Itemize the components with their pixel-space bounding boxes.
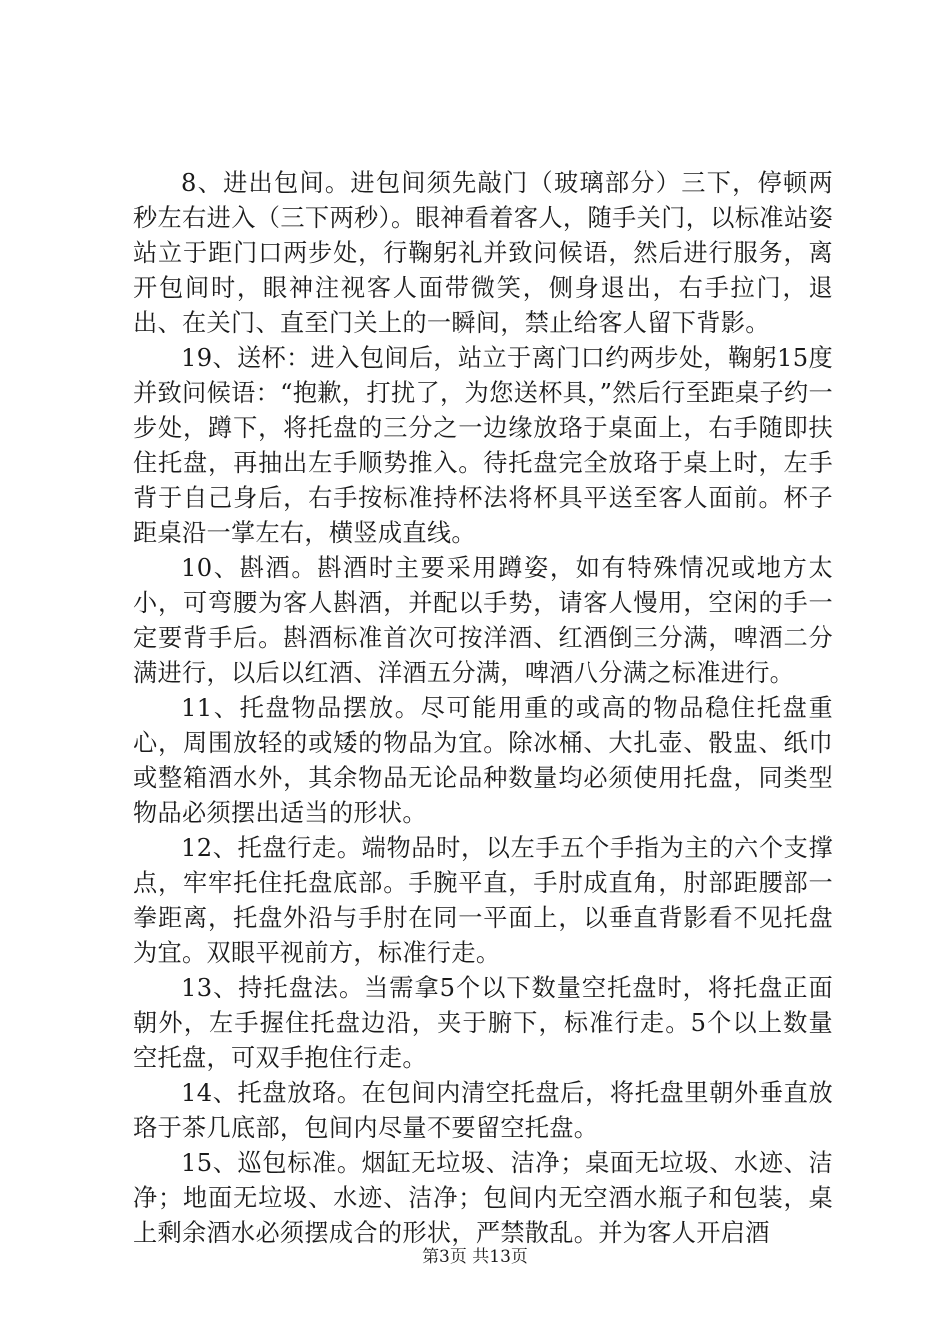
paragraph-15: 15、巡包标准。烟缸无垃圾、洁净；桌面无垃圾、水迹、洁净；地面无垃圾、水迹、洁净；包间内无空酒水瓶子和包装，桌上剩余酒水必须摆成合的形状，严禁散乱。并为客人开启酒 [133, 1149, 833, 1247]
paragraph-11: 11、托盘物品摆放。尽可能用重的或高的物品稳住托盘重心，周围放轻的或矮的物品为宜。除冰桶、大扎壶、骰盅、纸巾或整箱酒水外，其余物品无论品种数量均必须使用托盘，同类型物品必须摆出适当的形状。 [133, 694, 833, 827]
document-body [133, 166, 833, 1251]
paragraph-8: 8、进出包间。进包间须先敲门（玻璃部分）三下，停顿两秒左右进入（三下两秒）。眼神看着客人，随手关门，以标准站姿站立于距门口两步处，行鞠躬礼并致问候语，然后进行服务，离开包间时，眼神注视客人面带微笑，侧身退出，右手拉门，退出、在关门、直至门关上的一瞬间，禁止给客人留下背影。 [133, 169, 833, 337]
paragraph-14: 14、托盘放珞。在包间内清空托盘后，将托盘里朝外垂直放珞于茶几底部，包间内尽量不要留空托盘。 [133, 1079, 833, 1142]
paragraph-12: 12、托盘行走。端物品时，以左手五个手指为主的六个支撑点，牢牢托住托盘底部。手腕平直，手肘成直角，肘部距腰部一拳距离，托盘外沿与手肘在同一平面上，以垂直背影看不见托盘为宜。双眼平视前方，标准行走。 [133, 834, 833, 967]
page-footer: 第3页 共13页 [422, 1247, 528, 1267]
paragraph-10: 10、斟酒。斟酒时主要采用蹲姿，如有特殊情况或地方太小，可弯腰为客人斟酒，并配以手势，请客人慢用，空闲的手一定要背手后。斟酒标准首次可按洋酒、红酒倒三分满，啤酒二分满进行，以后以红酒、洋酒五分满，啤酒八分满之标准进行。 [133, 554, 833, 687]
paragraph-13: 13、持托盘法。当需拿5个以下数量空托盘时，将托盘正面朝外，左手握住托盘边沿，夹于腑下，标准行走。5个以上数量空托盘，可双手抱住行走。 [133, 974, 833, 1072]
paragraph-19: 19、送杯：进入包间后，站立于离门口约两步处，鞠躬15度并致问候语：“抱歉，打扰了，为您送杯具，”然后行至距桌子约一步处，蹲下，将托盘的三分之一边缘放珞于桌面上，右手随即扶住托盘，再抽出左手顺势推入。待托盘完全放珞于桌上时，左手背于自己身后，右手按标准持杯法将杯具平送至客人面前。杯子距桌沿一掌左右，横竖成直线。 [133, 344, 833, 547]
